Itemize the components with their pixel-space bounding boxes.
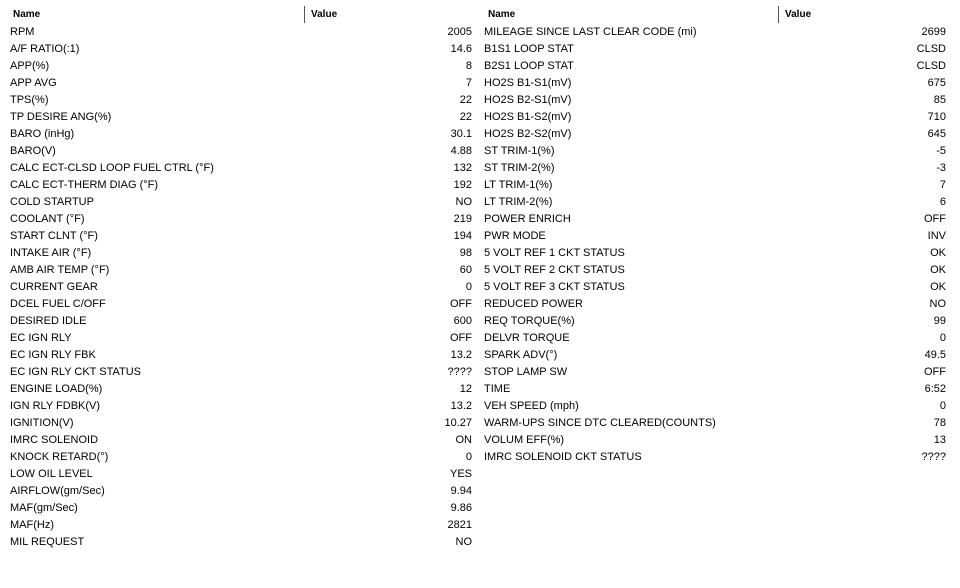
parameter-value: 0 bbox=[939, 332, 946, 344]
parameter-value: 2699 bbox=[921, 26, 946, 38]
parameter-value: 4.88 bbox=[450, 145, 472, 157]
parameter-name: DELVR TORQUE bbox=[484, 332, 570, 344]
table-row[interactable] bbox=[0, 381, 480, 398]
parameter-value: 710 bbox=[927, 111, 946, 123]
parameter-value: 2005 bbox=[447, 26, 472, 38]
parameter-value: 98 bbox=[459, 247, 472, 259]
parameter-name: LT TRIM-2(%) bbox=[484, 196, 553, 208]
parameter-value: 9.86 bbox=[450, 502, 472, 514]
table-row[interactable] bbox=[0, 364, 480, 381]
parameter-name: MILEAGE SINCE LAST CLEAR CODE (mi) bbox=[484, 26, 697, 38]
parameter-name: TIME bbox=[484, 383, 511, 395]
name-column-header[interactable]: Name bbox=[13, 9, 41, 20]
parameter-name: IGN RLY FDBK(V) bbox=[10, 400, 101, 412]
table-row[interactable] bbox=[0, 211, 480, 228]
table-row[interactable] bbox=[0, 517, 480, 534]
parameter-name: CALC ECT-THERM DIAG (°F) bbox=[10, 179, 159, 191]
parameter-name: HO2S B2-S1(mV) bbox=[484, 94, 572, 106]
table-row[interactable] bbox=[480, 296, 952, 313]
parameter-value: OK bbox=[930, 264, 946, 276]
left-table-body bbox=[0, 24, 480, 551]
table-row[interactable] bbox=[0, 75, 480, 92]
table-row[interactable] bbox=[480, 194, 952, 211]
parameter-name: PWR MODE bbox=[484, 230, 546, 242]
parameter-name: 5 VOLT REF 1 CKT STATUS bbox=[484, 247, 625, 259]
table-row[interactable] bbox=[0, 58, 480, 75]
table-row[interactable] bbox=[480, 245, 952, 262]
parameter-name: 5 VOLT REF 2 CKT STATUS bbox=[484, 264, 625, 276]
table-row[interactable] bbox=[480, 58, 952, 75]
table-row[interactable] bbox=[0, 398, 480, 415]
parameter-name: INTAKE AIR (°F) bbox=[10, 247, 92, 259]
table-row[interactable] bbox=[480, 279, 952, 296]
parameter-value: 13 bbox=[933, 434, 946, 446]
table-row[interactable] bbox=[0, 24, 480, 41]
parameter-value: 675 bbox=[927, 77, 946, 89]
parameter-value: OFF bbox=[450, 298, 472, 310]
parameter-name: REDUCED POWER bbox=[484, 298, 584, 310]
parameter-name: IMRC SOLENOID CKT STATUS bbox=[484, 451, 642, 463]
parameter-name: WARM-UPS SINCE DTC CLEARED(COUNTS) bbox=[484, 417, 716, 429]
parameter-name: MAF(Hz) bbox=[10, 519, 54, 531]
parameter-name: LOW OIL LEVEL bbox=[10, 468, 93, 480]
parameter-value: 60 bbox=[459, 264, 472, 276]
parameter-value: 192 bbox=[453, 179, 472, 191]
name-column-header[interactable]: Name bbox=[488, 9, 516, 20]
table-row[interactable] bbox=[0, 534, 480, 551]
table-row[interactable] bbox=[480, 398, 952, 415]
table-row[interactable] bbox=[0, 41, 480, 58]
parameter-name: DCEL FUEL C/OFF bbox=[10, 298, 106, 310]
parameter-name: AIRFLOW(gm/Sec) bbox=[10, 485, 105, 497]
parameter-name: COOLANT (°F) bbox=[10, 213, 85, 225]
table-row[interactable] bbox=[480, 143, 952, 160]
parameter-name: IMRC SOLENOID bbox=[10, 434, 99, 446]
parameter-name: POWER ENRICH bbox=[484, 213, 571, 225]
parameter-name: HO2S B1-S2(mV) bbox=[484, 111, 572, 123]
parameter-name: ST TRIM-1(%) bbox=[484, 145, 555, 157]
table-row[interactable] bbox=[0, 109, 480, 126]
parameter-name: START CLNT (°F) bbox=[10, 230, 98, 242]
parameter-value: 13.2 bbox=[450, 349, 472, 361]
table-row[interactable] bbox=[480, 211, 952, 228]
left-data-table bbox=[0, 0, 480, 551]
parameter-value: 22 bbox=[459, 94, 472, 106]
parameter-name: CURRENT GEAR bbox=[10, 281, 98, 293]
parameter-value: 99 bbox=[933, 315, 946, 327]
parameter-value: ???? bbox=[447, 366, 472, 378]
parameter-name: BARO(V) bbox=[10, 145, 56, 157]
table-row[interactable] bbox=[0, 279, 480, 296]
table-row[interactable] bbox=[480, 177, 952, 194]
parameter-value: 49.5 bbox=[924, 349, 946, 361]
table-row[interactable] bbox=[480, 75, 952, 92]
table-row[interactable] bbox=[0, 194, 480, 211]
column-resize-handle[interactable] bbox=[778, 6, 779, 23]
parameter-value: 7 bbox=[939, 179, 946, 191]
parameter-value: 6:52 bbox=[924, 383, 946, 395]
table-row[interactable] bbox=[480, 24, 952, 41]
table-row[interactable] bbox=[480, 262, 952, 279]
parameter-name: DESIRED IDLE bbox=[10, 315, 87, 327]
parameter-name: B1S1 LOOP STAT bbox=[484, 43, 574, 55]
parameter-name: TPS(%) bbox=[10, 94, 49, 106]
right-table-header bbox=[480, 0, 952, 24]
parameter-value: 0 bbox=[465, 281, 472, 293]
parameter-value: -5 bbox=[936, 145, 946, 157]
parameter-value: 14.6 bbox=[450, 43, 472, 55]
table-row[interactable] bbox=[0, 449, 480, 466]
parameter-name: EC IGN RLY CKT STATUS bbox=[10, 366, 142, 378]
parameter-name: SPARK ADV(°) bbox=[484, 349, 558, 361]
table-row[interactable] bbox=[0, 432, 480, 449]
parameter-name: EC IGN RLY FBK bbox=[10, 349, 96, 361]
table-row[interactable] bbox=[0, 177, 480, 194]
parameter-value: 219 bbox=[453, 213, 472, 225]
parameter-value: 0 bbox=[465, 451, 472, 463]
table-row[interactable] bbox=[0, 483, 480, 500]
parameter-value: 645 bbox=[927, 128, 946, 140]
parameter-value: 194 bbox=[453, 230, 472, 242]
table-row[interactable] bbox=[0, 313, 480, 330]
table-row[interactable] bbox=[480, 381, 952, 398]
parameter-value: INV bbox=[927, 230, 946, 242]
table-row[interactable] bbox=[0, 330, 480, 347]
parameter-name: STOP LAMP SW bbox=[484, 366, 568, 378]
parameter-name: LT TRIM-1(%) bbox=[484, 179, 553, 191]
parameter-name: COLD STARTUP bbox=[10, 196, 94, 208]
table-row[interactable] bbox=[480, 364, 952, 381]
table-row[interactable] bbox=[480, 347, 952, 364]
table-row[interactable] bbox=[0, 296, 480, 313]
parameter-value: 78 bbox=[933, 417, 946, 429]
parameter-value: 0 bbox=[939, 400, 946, 412]
parameter-name: APP AVG bbox=[10, 77, 57, 89]
table-row[interactable] bbox=[480, 228, 952, 245]
parameter-name: RPM bbox=[10, 26, 35, 38]
parameter-value: NO bbox=[455, 536, 472, 548]
parameter-value: 600 bbox=[453, 315, 472, 327]
parameter-name: KNOCK RETARD(°) bbox=[10, 451, 109, 463]
parameter-name: 5 VOLT REF 3 CKT STATUS bbox=[484, 281, 625, 293]
parameter-name: AMB AIR TEMP (°F) bbox=[10, 264, 110, 276]
parameter-value: ???? bbox=[921, 451, 946, 463]
table-row[interactable] bbox=[0, 126, 480, 143]
parameter-name: VOLUM EFF(%) bbox=[484, 434, 565, 446]
table-row[interactable] bbox=[0, 500, 480, 517]
parameter-value: OK bbox=[930, 247, 946, 259]
parameter-value: 132 bbox=[453, 162, 472, 174]
parameter-value: YES bbox=[449, 468, 472, 480]
parameter-value: 8 bbox=[465, 60, 472, 72]
parameter-value: 85 bbox=[933, 94, 946, 106]
parameter-value: CLSD bbox=[916, 43, 946, 55]
parameter-name: HO2S B2-S2(mV) bbox=[484, 128, 572, 140]
parameter-value: OFF bbox=[924, 366, 946, 378]
parameter-name: APP(%) bbox=[10, 60, 50, 72]
parameter-name: TP DESIRE ANG(%) bbox=[10, 111, 112, 123]
table-row[interactable] bbox=[480, 449, 952, 466]
table-row[interactable] bbox=[480, 126, 952, 143]
parameter-value: NO bbox=[929, 298, 946, 310]
table-row[interactable] bbox=[480, 41, 952, 58]
table-row[interactable] bbox=[480, 313, 952, 330]
table-row[interactable] bbox=[0, 160, 480, 177]
table-row[interactable] bbox=[480, 160, 952, 177]
parameter-name: CALC ECT-CLSD LOOP FUEL CTRL (°F) bbox=[10, 162, 214, 174]
parameter-name: B2S1 LOOP STAT bbox=[484, 60, 574, 72]
parameter-value: NO bbox=[455, 196, 472, 208]
parameter-name: ENGINE LOAD(%) bbox=[10, 383, 103, 395]
table-row[interactable] bbox=[0, 262, 480, 279]
parameter-value: 12 bbox=[459, 383, 472, 395]
parameter-name: HO2S B1-S1(mV) bbox=[484, 77, 572, 89]
table-row[interactable] bbox=[0, 466, 480, 483]
column-resize-handle[interactable] bbox=[304, 6, 305, 23]
value-column-header[interactable]: Value bbox=[785, 9, 812, 20]
parameter-name: A/F RATIO(:1) bbox=[10, 43, 80, 55]
parameter-value: -3 bbox=[936, 162, 946, 174]
table-row[interactable] bbox=[0, 415, 480, 432]
parameter-name: IGNITION(V) bbox=[10, 417, 74, 429]
parameter-value: OFF bbox=[450, 332, 472, 344]
parameter-name: VEH SPEED (mph) bbox=[484, 400, 579, 412]
parameter-name: MAF(gm/Sec) bbox=[10, 502, 78, 514]
table-row[interactable] bbox=[480, 432, 952, 449]
parameter-value: 30.1 bbox=[450, 128, 472, 140]
parameter-name: MIL REQUEST bbox=[10, 536, 85, 548]
table-row[interactable] bbox=[0, 143, 480, 160]
parameter-name: BARO (inHg) bbox=[10, 128, 75, 140]
table-row[interactable] bbox=[480, 109, 952, 126]
parameter-value: ON bbox=[455, 434, 472, 446]
value-column-header[interactable]: Value bbox=[311, 9, 338, 20]
right-data-table bbox=[480, 0, 952, 466]
table-row[interactable] bbox=[0, 92, 480, 109]
table-row[interactable] bbox=[0, 347, 480, 364]
parameter-value: 2821 bbox=[447, 519, 472, 531]
table-row[interactable] bbox=[0, 228, 480, 245]
left-table-header bbox=[0, 0, 480, 24]
table-row[interactable] bbox=[480, 415, 952, 432]
table-row[interactable] bbox=[0, 245, 480, 262]
parameter-value: OFF bbox=[924, 213, 946, 225]
right-table-body bbox=[480, 24, 952, 466]
parameter-name: REQ TORQUE(%) bbox=[484, 315, 575, 327]
table-row[interactable] bbox=[480, 92, 952, 109]
parameter-value: 7 bbox=[465, 77, 472, 89]
parameter-value: 6 bbox=[939, 196, 946, 208]
table-row[interactable] bbox=[480, 330, 952, 347]
parameter-value: 22 bbox=[459, 111, 472, 123]
parameter-value: CLSD bbox=[916, 60, 946, 72]
parameter-value: 10.27 bbox=[444, 417, 472, 429]
parameter-name: EC IGN RLY bbox=[10, 332, 72, 344]
parameter-value: OK bbox=[930, 281, 946, 293]
parameter-name: ST TRIM-2(%) bbox=[484, 162, 555, 174]
parameter-value: 9.94 bbox=[450, 485, 472, 497]
parameter-value: 13.2 bbox=[450, 400, 472, 412]
